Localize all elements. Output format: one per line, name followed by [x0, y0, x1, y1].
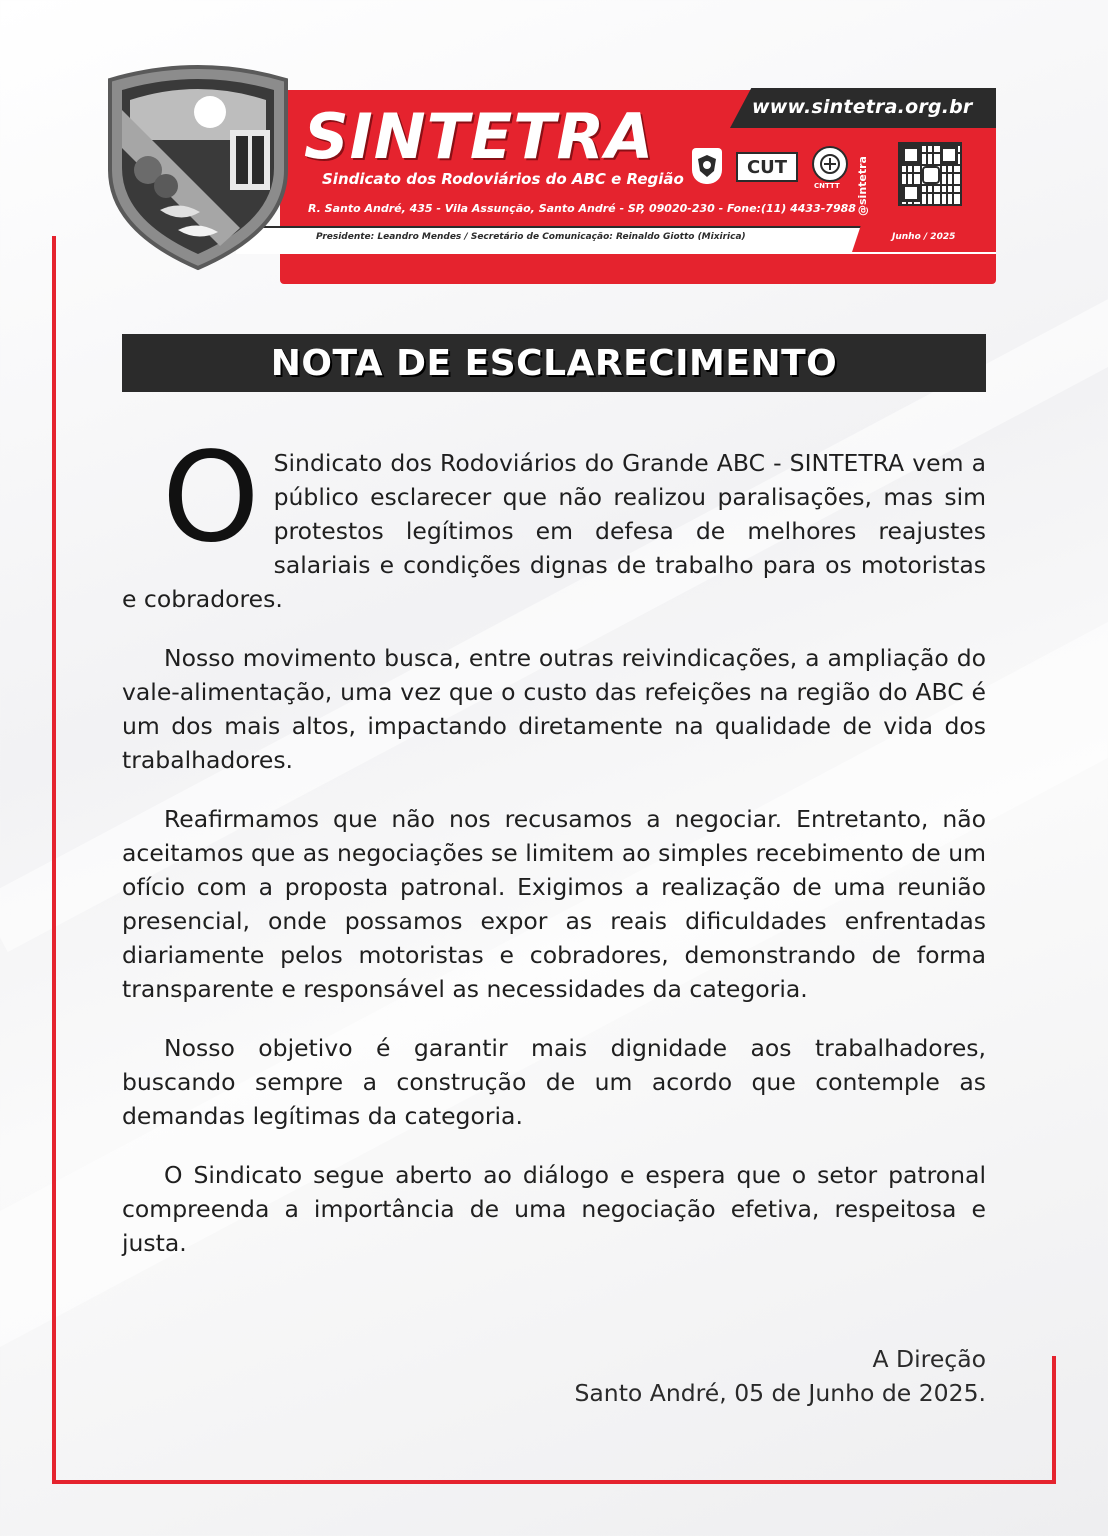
statement-body — [122, 426, 986, 1285]
paragraph-2: Nosso movimento busca, entre outras reivindicações, a ampliação do vale-alimentação, uma vez que o custo das refeições na região do ABC é um dos mais altos, impactando diretamente na qualidade de vida dos trabalhadores. — [122, 644, 986, 774]
qr-corner — [940, 146, 958, 164]
title-bar — [122, 334, 986, 392]
qr-code-icon[interactable] — [898, 142, 962, 206]
president-line: Presidente: Leandro Mendes / Secretário de Comunicação: Reinaldo Giotto (Mixirica) — [316, 232, 746, 242]
paragraph-4: Nosso objetivo é garantir mais dignidade aos trabalhadores, buscando sempre a construção de um acordo que contemple as demandas legítimas da categoria. — [122, 1034, 986, 1130]
union-emblem-icon — [100, 60, 296, 272]
cnttt-label: CNTTT — [814, 182, 840, 190]
frame-left-border — [52, 236, 56, 1484]
frame-right-border — [1052, 1356, 1056, 1484]
cnttt-logo-icon — [812, 146, 848, 182]
paragraph-1-text: Sindicato dos Rodoviários do Grande ABC - SINTETRA vem a público esclarecer que não realizou paralisações, mas sim protestos legítimos em defesa de melhores reajustes salariais e condições dignas de trabalho para os motoristas e cobradores. — [122, 449, 986, 613]
paragraph-3: Reafirmamos que não nos recusamos a negociar. Entretanto, não aceitamos que as negociações se limitem ao simples recebimento de um ofício com a proposta patronal. Exigimos a realização de uma reunião presencial, onde possamos expor as reais dificuldades enfrentadas diariamente pelos motoristas e cobradores, demonstrando de forma transparente e responsável as necessidades da categoria. — [122, 805, 986, 1003]
signature-place-date: Santo André, 05 de Junho de 2025. — [574, 1379, 986, 1407]
qr-corner — [902, 146, 920, 164]
paragraph-1 — [122, 426, 986, 616]
police-shield-icon — [692, 148, 722, 184]
signature-author: A Direção — [872, 1345, 986, 1373]
instagram-icon — [922, 166, 940, 184]
paragraph-5: O Sindicato segue aberto ao diálogo e espera que o setor patronal compreenda a importância de uma negociação efetiva, respeitosa e justa. — [122, 1161, 986, 1257]
frame-bottom-border — [52, 1480, 1056, 1484]
issue-date: Junho / 2025 — [892, 232, 956, 242]
brand-address: R. Santo André, 435 - Vila Assunção, Santo André - SP, 09020-230 - Fone:(11) 4433-7988 — [308, 202, 856, 215]
signature-block — [574, 1342, 986, 1410]
brand-subtitle: Sindicato dos Rodoviários do ABC e Região — [322, 170, 684, 188]
instagram-handle: @sintetra — [856, 156, 869, 216]
brand-name: SINTETRA — [304, 100, 655, 173]
drop-cap: O — [162, 426, 260, 570]
cut-logo: CUT — [736, 152, 798, 182]
site-url-link[interactable]: www.sintetra.org.br — [752, 96, 973, 118]
header-banner — [100, 60, 1000, 272]
page-title: NOTA DE ESCLARECIMENTO — [270, 342, 838, 384]
qr-corner — [902, 184, 920, 202]
